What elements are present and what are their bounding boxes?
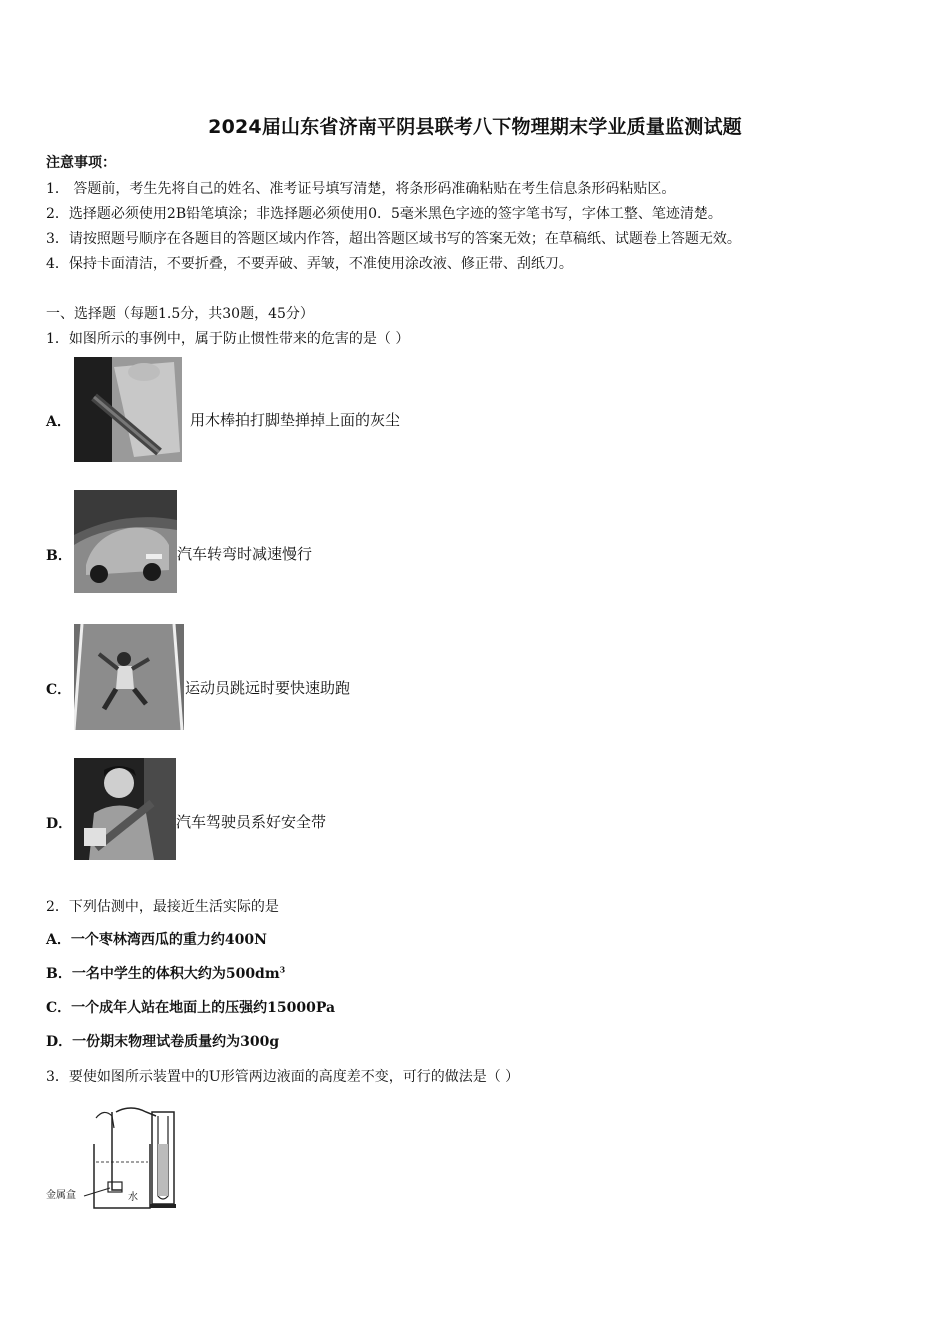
option-a-label: A． (46, 414, 71, 430)
option-b-photo (74, 490, 177, 593)
option-c-photo (74, 624, 184, 730)
notice-item: 3．请按照题号顺序在各题目的答题区域内作答，超出答题区域书写的答案无效；在草稿纸、试题卷上答题无效。 (46, 231, 741, 247)
option-b-label: B． (46, 548, 72, 564)
notice-item: 2．选择题必须使用2B铅笔填涂；非选择题必须使用0．5毫米黑色字迹的签字笔书写，字体工整、笔迹清楚。 (46, 206, 722, 222)
u-tube-figure (46, 1104, 186, 1212)
q2-option-b-text: B．一名中学生的体积大约为500dm (46, 966, 280, 982)
option-c-text: 运动员跳远时要快速助跑 (185, 679, 351, 697)
water-label: 水 (128, 1192, 138, 1203)
q2-option-b (46, 963, 285, 983)
notice-item: 1． 答题前，考生先将自己的姓名、准考证号填写清楚，将条形码准确粘贴在考生信息条形码粘贴区。 (46, 181, 676, 197)
option-b-text: 汽车转弯时减速慢行 (177, 545, 313, 563)
option-d-label: D． (46, 816, 73, 832)
question-3-stem: 3．要使如图所示装置中的U形管两边液面的高度差不变，可行的做法是（ ） (46, 1069, 520, 1085)
page-title: 2024届山东省济南平阴县联考八下物理期末学业质量监测试题 (208, 116, 742, 138)
option-d-text: 汽车驾驶员系好安全带 (176, 813, 327, 831)
section-heading: 一、选择题（每题1.5分，共30题，45分） (46, 306, 314, 322)
question-1-stem: 1．如图所示的事例中，属于防止惯性带来的危害的是（ ） (46, 331, 410, 347)
question-2-stem: 2．下列估测中，最接近生活实际的是 (46, 899, 279, 915)
q2-option-c: C．一个成年人站在地面上的压强约15000Pa (46, 1000, 336, 1016)
q2-option-d: D．一份期末物理试卷质量约为300g (46, 1034, 280, 1050)
option-d-photo (74, 758, 176, 860)
option-a-text: 用木棒拍打脚垫掸掉上面的灰尘 (190, 411, 401, 429)
q2-option-b-sup: 3 (279, 964, 286, 975)
q2-option-a: A．一个枣林湾西瓜的重力约400N (46, 932, 267, 948)
option-c-label: C． (46, 682, 72, 698)
notice-heading: 注意事项： (46, 155, 116, 171)
option-a-photo (74, 357, 182, 462)
metal-box-label: 金属盒 (46, 1190, 76, 1201)
notice-item: 4．保持卡面清洁，不要折叠，不要弄破、弄皱，不准使用涂改液、修正带、刮纸刀。 (46, 256, 573, 272)
